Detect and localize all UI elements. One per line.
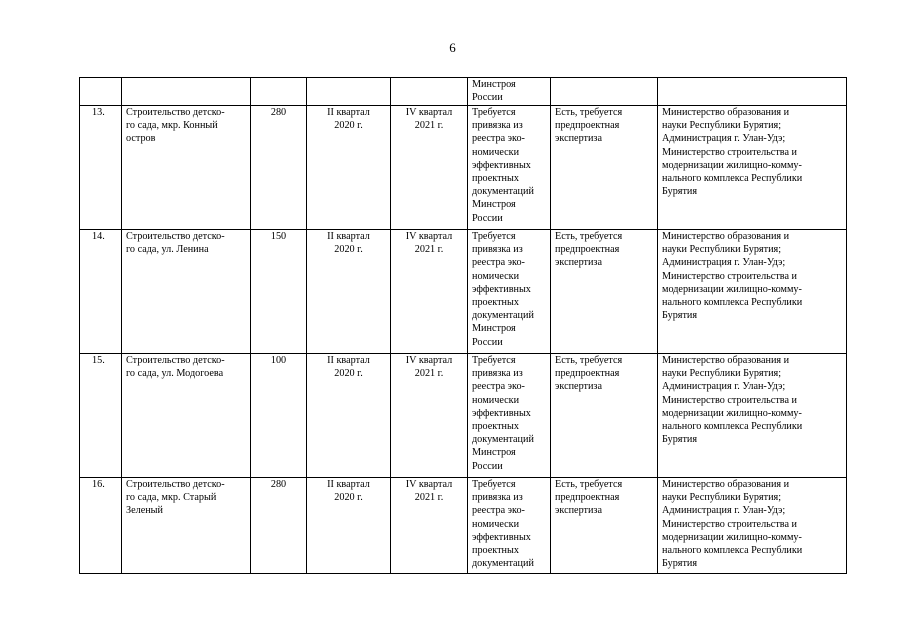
cell-responsible: Министерство образования и науки Республики Бурятия; Администрация г. Улан-Удэ; Министерство строительства и модернизации жилищно-комму- нального комплекса Республики Бурятия: [658, 230, 847, 354]
cell-requirement: Минстроя России: [468, 78, 551, 106]
cell-capacity: 100: [251, 354, 307, 478]
cell-capacity: 150: [251, 230, 307, 354]
cell-end: IV квартал 2021 г.: [391, 354, 468, 478]
cell-object: Строительство детско- го сада, ул. Модогоева: [122, 354, 251, 478]
cell-start: [307, 78, 391, 106]
cell-num: [80, 78, 122, 106]
cell-expertise: Есть, требуется предпроектная экспертиза: [551, 478, 658, 574]
cell-object: Строительство детско- го сада, ул. Ленина: [122, 230, 251, 354]
cell-responsible: [658, 78, 847, 106]
cell-num: 16.: [80, 478, 122, 574]
table-row: [80, 354, 847, 478]
cell-num: 13.: [80, 106, 122, 230]
cell-end: [391, 78, 468, 106]
cell-end: IV квартал 2021 г.: [391, 478, 468, 574]
cell-expertise: Есть, требуется предпроектная экспертиза: [551, 354, 658, 478]
cell-capacity: [251, 78, 307, 106]
page-number: 6: [449, 40, 456, 55]
cell-end: IV квартал 2021 г.: [391, 230, 468, 354]
cell-requirement: Требуется привязка из реестра эко- номически эффективных проектных документаций Минстроя России: [468, 230, 551, 354]
table-row: [80, 478, 847, 574]
cell-start: II квартал 2020 г.: [307, 478, 391, 574]
cell-requirement: Требуется привязка из реестра эко- номически эффективных проектных документаций Минстроя России: [468, 354, 551, 478]
table-row: [80, 106, 847, 230]
cell-object: Строительство детско- го сада, мкр. Старый Зеленый: [122, 478, 251, 574]
cell-responsible: Министерство образования и науки Республики Бурятия; Администрация г. Улан-Удэ; Министерство строительства и модернизации жилищно-комму- нального комплекса Республики Бурятия: [658, 354, 847, 478]
projects-table: [79, 77, 847, 574]
cell-object: Строительство детско- го сада, мкр. Конный остров: [122, 106, 251, 230]
cell-expertise: Есть, требуется предпроектная экспертиза: [551, 230, 658, 354]
cell-start: II квартал 2020 г.: [307, 106, 391, 230]
table-row: [80, 230, 847, 354]
cell-expertise: Есть, требуется предпроектная экспертиза: [551, 106, 658, 230]
cell-num: 14.: [80, 230, 122, 354]
table-row-continuation: [80, 78, 847, 106]
cell-num: 15.: [80, 354, 122, 478]
cell-expertise: [551, 78, 658, 106]
cell-capacity: 280: [251, 106, 307, 230]
cell-end: IV квартал 2021 г.: [391, 106, 468, 230]
cell-start: II квартал 2020 г.: [307, 230, 391, 354]
cell-responsible: Министерство образования и науки Республики Бурятия; Администрация г. Улан-Удэ; Министерство строительства и модернизации жилищно-комму- нального комплекса Республики Бурятия: [658, 478, 847, 574]
cell-requirement: Требуется привязка из реестра эко- номически эффективных проектных документаций Минстроя России: [468, 106, 551, 230]
cell-capacity: 280: [251, 478, 307, 574]
cell-responsible: Министерство образования и науки Республики Бурятия; Администрация г. Улан-Удэ; Министерство строительства и модернизации жилищно-комму- нального комплекса Республики Бурятия: [658, 106, 847, 230]
cell-object: [122, 78, 251, 106]
cell-start: II квартал 2020 г.: [307, 354, 391, 478]
cell-requirement: Требуется привязка из реестра эко- номически эффективных проектных документаций: [468, 478, 551, 574]
